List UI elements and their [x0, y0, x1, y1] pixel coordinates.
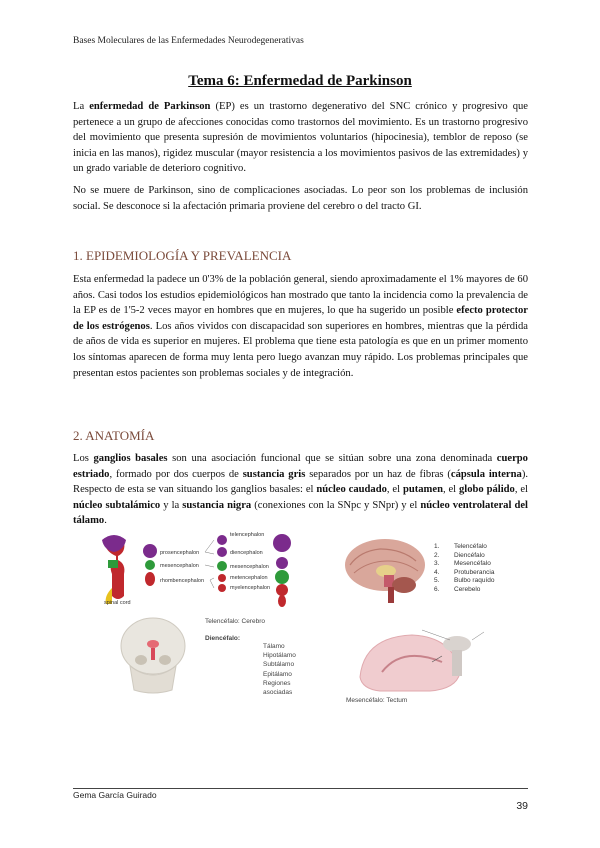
list-item: 6. Cerebelo — [434, 585, 481, 593]
diencefalo-items — [263, 642, 296, 697]
dev-label-spinal-cord: spinal cord — [104, 600, 131, 606]
brain-regions-list — [434, 543, 494, 594]
dev-far-mesencephalon — [275, 570, 289, 584]
dev-label-diencephalon: diencephalon — [230, 550, 263, 556]
footer-author: Gema García Guirado — [73, 790, 157, 800]
telencefalo-label: Telencéfalo: Cerebro — [205, 618, 265, 625]
dev-right-mesencephalon — [217, 561, 227, 571]
dev-far-myelencephalon — [278, 595, 286, 607]
dev-far-metencephalon — [276, 584, 288, 596]
right-orbit — [159, 655, 171, 665]
list-item: 3. Mesencéfalo — [434, 560, 491, 567]
dev-right-myelencephalon — [218, 584, 226, 592]
page-number: 39 — [516, 800, 528, 812]
intro-paragraph-2: No se muere de Parkinson, sino de complicaciones asociadas. Lo peor son los problemas de inclusión social. Se desconoce si la afectación primaria proviene del cerebro o del tracto GI. — [73, 185, 528, 212]
anatomy-paragraph: Los ganglios basales son una asociación funcional que se sitúan sobre una zona denominada cuerpo estriado, formado por dos cuerpos de sustancia gris separados por un haz de fibras (cápsula interna). Respecto de esta se van situando los ganglios basales: el núcleo caudado, el putamen, el globo pálido, el núcleo subtalámico y la sustancia nigra (conexiones con la SNpc y SNpr) y el núcleo ventrolateral del tálamo. — [73, 453, 529, 527]
dev-mid-rhombencephalon — [145, 572, 155, 586]
dev-far-diencephalon — [276, 557, 288, 569]
dev-far-telencephalon — [273, 534, 291, 552]
dev-mid-mesencephalon — [145, 560, 155, 570]
list-item: 5. Bulbo raquído — [434, 577, 495, 584]
list-item: 1. Telencéfalo — [434, 543, 487, 550]
intro-paragraph-1: La enfermedad de Parkinson (EP) es un trastorno degenerativo del SNC crónico y progresivo que pertenece a un grupo de afecciones conocidas como trastornos del movimiento. Es un trastorno progresivo del movimiento que presenta supresión de movimientos voluntarios (hipocinesia), temblor de reposo (se inicia en las manos), rigidez muscular (mayor resistencia a los movimientos pasivos de las extremidades) y un grado variable de deterioro cognitivo. — [73, 101, 528, 175]
epidemiology-paragraph: Esta enfermedad la padece un 0'3% de la población general, siendo aproximadamente el 1% mayores de 60 años. Casi todos los estudios epidemiológicos han mostrado que tanto la incidencia como la prevalencia de la EP es de 1'5-2 veces mayor en hombres que en mujeres, lo que ha sugerido un posible efecto protector de los estrógenos. Los años vividos con discapacidad son superiores en hombres, mientras que la pérdida de años de vida es superior en mujeres. El problema que tiene esta patología es que en un primer momento los síntomas aparecen de forma muy lenta pero luego avanzan muy rápido. Los problemas principales que presentan estos pacientes son problemas sociales y de integración. — [73, 274, 528, 379]
dev-label-mesencephalon: mesencephalon — [160, 563, 199, 569]
running-header: Bases Moleculares de las Enfermedades Neurodegenerativas — [73, 36, 304, 46]
mesencefalo-label: Mesencéfalo: Tectum — [346, 697, 408, 704]
cerebellum-shape — [392, 577, 416, 593]
embryo-midbrain-shape — [108, 560, 118, 568]
section-heading-anatomy: 2. ANATOMÍA — [73, 428, 155, 443]
skull-brain-image — [108, 614, 198, 694]
brainstem-highlight — [151, 648, 155, 660]
page-title: Tema 6: Enfermedad de Parkinson — [188, 73, 412, 89]
list-item: 2. Diencéfalo — [434, 551, 485, 559]
dev-right-metencephalon — [218, 574, 226, 582]
dev-right-diencephalon — [217, 547, 227, 557]
medulla-shape — [388, 587, 394, 603]
dev-label-metencephalon: metencephalon — [230, 575, 268, 581]
midbrain-tectum-image — [352, 622, 502, 697]
list-item: Subtálamo — [263, 661, 295, 669]
dev-right-telencephalon — [217, 535, 227, 545]
list-item: Hipotálamo — [263, 652, 296, 660]
dev-mid-prosencephalon — [143, 544, 157, 558]
dev-label-rhombencephalon: rhombencephalon — [160, 578, 205, 584]
tectum-shape — [443, 636, 471, 652]
list-item: 4. Protuberancia — [434, 568, 495, 576]
diencefalo-label: Diencéfalo: — [205, 635, 241, 642]
dev-label-myelencephalon: myelencephalon — [230, 585, 271, 591]
list-item: Regiones asociadas — [263, 679, 293, 697]
section-heading-epidemiology: 1. EPIDEMIOLOGÍA Y PREVALENCIA — [73, 248, 292, 263]
footer-divider — [73, 788, 528, 789]
dev-label-mesencephalon-right: mesencephalon — [230, 564, 269, 570]
list-item: Tálamo — [263, 643, 285, 650]
left-orbit — [135, 655, 147, 665]
diencephalon-highlight — [147, 640, 159, 648]
list-item: Epitálamo — [263, 670, 292, 678]
dev-label-prosencephalon: prosencephalon — [160, 550, 200, 556]
brainstem-right-shape — [452, 650, 462, 676]
brain-development-diagram — [92, 530, 332, 608]
brain-sagittal-image — [340, 535, 430, 607]
dev-label-telencephalon: telencephalon — [230, 532, 265, 538]
